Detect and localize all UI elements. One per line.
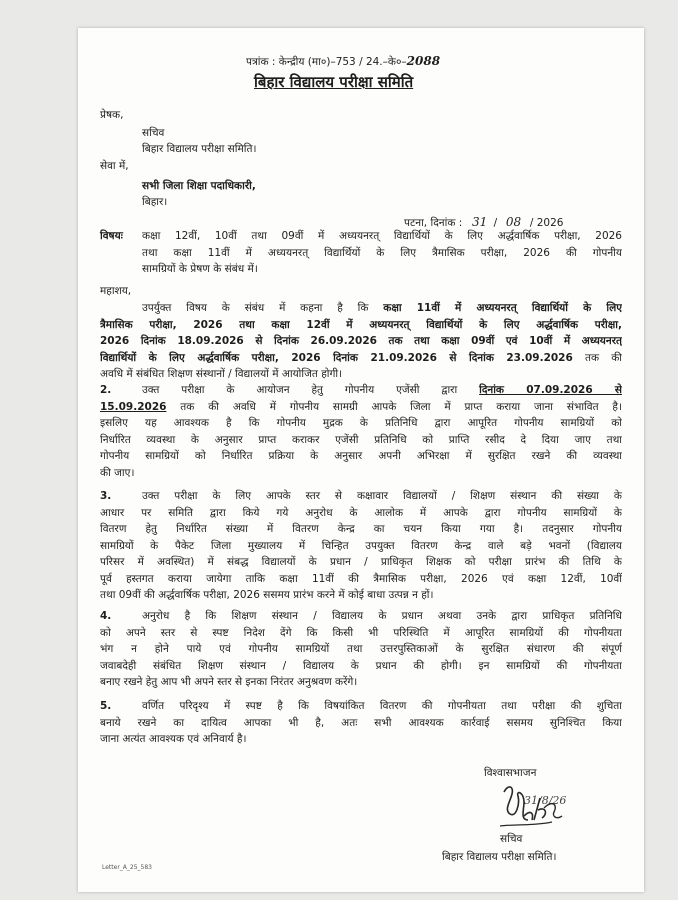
- salutation: महाशय,: [100, 285, 132, 297]
- signature-date: 31/8/26: [524, 794, 567, 807]
- letter-page: [78, 28, 644, 892]
- p2-text: उक्त परीक्षा के आयोजन हेतु गोपनीय एजेंसी द्वारा: [142, 384, 458, 396]
- paragraph-line: जाना अत्यंत आवश्यक एवं अनिवार्य है।: [100, 733, 247, 745]
- paragraph-line: सामग्रियों के पैकेट जिला मुख्यालय में चिन्हित उपयुक्त वितरण केन्द्र वाले बड़े भवनों (विद्यालय: [100, 539, 622, 552]
- signatory-office: बिहार विद्यालय परीक्षा समिति।: [442, 851, 557, 863]
- handwritten-signature-icon: [494, 780, 574, 840]
- paragraph-line: [100, 382, 622, 399]
- p2-date: दिनांक 07.09.2026 से: [479, 384, 622, 396]
- paragraph-line: की जाए।: [100, 466, 135, 479]
- reference-prefix: पत्रांक : केन्द्रीय (मा०)–753 / 24.–के०–: [246, 56, 407, 68]
- paragraph-line: वितरण हेतु निर्धारित संख्या में वितरण केन्द्र का चयन किया गया है। तदनुसार गोपनीय: [100, 523, 622, 535]
- subject-line: तथा कक्षा 11वीं में अध्ययनरत् विद्यार्थियों के लिए त्रैमासिक परीक्षा, 2026 की गोपनीय: [142, 246, 622, 259]
- p2-text: तक की अवधि में गोपनीय सामग्री आपके जिला में प्राप्त कराया जाना संभावित है।: [180, 400, 622, 413]
- p4-text: अनुरोध है कि शिक्षण संस्थान / विद्यालय के प्रधान अथवा उनके द्वारा प्राधिकृत प्रतिनिधि: [142, 610, 622, 622]
- paragraph-number: 3.: [100, 490, 112, 502]
- subject-line: कक्षा 12वीं, 10वीं तथा 09वीं में अध्ययनरत् विद्यार्थियों के लिए अर्द्धवार्षिक परीक्षा, 2026: [142, 230, 622, 242]
- date-day: 31: [471, 215, 488, 229]
- p1-bold: कक्षा 11वीं में अध्ययनरत् विद्यार्थियों के लिए: [383, 302, 622, 314]
- signatory-designation: सचिव: [500, 833, 523, 845]
- paragraph-line: आधार पर समिति द्वारा किये गये अनुरोध के आलोक में आपके द्वारा गोपनीय सामग्रियों के: [100, 506, 622, 519]
- paragraph-line: [100, 488, 622, 505]
- paragraph-line: निर्धारित व्यवस्था के अनुसार प्राप्त कराकर एजेंसी प्रतिनिधि को प्राप्ति रसीद दे दिया जाए तथा: [100, 433, 622, 446]
- paragraph-line: त्रैमासिक परीक्षा, 2026 तथा कक्षा 12वीं में अध्ययनरत् विद्यार्थियों के लिए अर्द्धवार्षिक परीक्षा,: [100, 318, 622, 331]
- paragraph-line: [100, 608, 622, 625]
- paragraph-line: [100, 350, 622, 367]
- p1-text: तक की: [585, 351, 622, 364]
- handwritten-reference-number: 2088: [406, 54, 441, 68]
- paragraph-line: को अपने स्तर से स्पष्ट निदेश देंगे कि किसी भी परिस्थिति में आपूरित सामग्रियों की गोपनीयता: [100, 626, 622, 639]
- sender-office: बिहार विद्यालय परीक्षा समिति।: [142, 143, 257, 155]
- paragraph-4: [100, 608, 622, 691]
- paragraph-line: गोपनीय सामग्रियों को निर्धारित प्रक्रिया के अनुसार अपनी अभिरक्षा में सुरक्षित रखने की व्यवस्था: [100, 450, 622, 462]
- sender-designation: सचिव: [142, 127, 165, 139]
- paragraph-line: अवधि में संबंधित शिक्षण संस्थानों / विद्यालयों में आयोजित होगी।: [100, 368, 343, 380]
- sender-label: प्रेषक,: [100, 109, 124, 121]
- paragraph-line: भंग न होने पाये एवं गोपनीय सामग्रियों तथा उत्तरपुस्तिकाओं के सुरक्षित संधारण की संपूर्ण: [100, 643, 622, 655]
- p2-date: 15.09.2026: [100, 400, 167, 413]
- issue-date: पटना, दिनांक : 31 / 08 / 2026: [404, 215, 564, 229]
- closing-text: विश्वासभाजन: [484, 767, 537, 779]
- date-prefix: पटना, दिनांक :: [404, 217, 463, 229]
- p1-text: उपर्युक्त विषय के संबंध में कहना है कि: [142, 302, 369, 314]
- paragraph-line: इसलिए यह आवश्यक है कि गोपनीय मुद्रक के प्रतिनिधि द्वारा आपूरित गोपनीय सामग्रियों को: [100, 417, 622, 429]
- paragraph-line: जवाबदेही संबंधित शिक्षण संस्थान / विद्यालय के प्रधान की होगी। इन सामग्रियों की गोपनीयता: [100, 659, 622, 672]
- subject-label: विषयः: [100, 230, 123, 242]
- subject-line: सामग्रियों के प्रेषण के संबंध में।: [142, 263, 258, 275]
- paragraph-3: [100, 488, 622, 604]
- paragraph-line: [100, 399, 622, 416]
- paragraph-line: 2026 दिनांक 18.09.2026 से दिनांक 26.09.2026 तक तथा कक्षा 09वीं एवं 10वीं में अध्ययनरत्: [100, 335, 622, 347]
- reference-number: [246, 54, 440, 69]
- paragraph-line: बनाए रखने हेतु आप भी अपने स्तर से इनका निरंतर अनुश्रवण करेंगे।: [100, 676, 358, 688]
- letterhead-title: बिहार विद्यालय परीक्षा समिति: [254, 73, 414, 91]
- document-footer-code: Letter_A_25_583: [102, 864, 152, 871]
- paragraph-line: परिसर में अवस्थित) में संबद्ध विद्यालयों के प्रधान / प्राधिकृत शिक्षक को परीक्षा प्रारंभ की तिथि के: [100, 556, 622, 568]
- paragraph-2: [100, 382, 622, 481]
- paragraph-line: बनाये रखने का दायित्व आपका भी है, अतः सभी आवश्यक कार्रवाई ससमय सुनिश्चित किया: [100, 716, 622, 729]
- paragraph-line: तथा 09वीं की अर्द्धवार्षिक परीक्षा, 2026 ससमय प्रारंभ करने में कोई बाधा उत्पन्न न हों।: [100, 589, 434, 601]
- paragraph-1: [100, 300, 622, 383]
- recipient-label: सेवा में,: [100, 160, 129, 172]
- paragraph-5: [100, 698, 622, 748]
- p3-text: उक्त परीक्षा के लिए आपके स्तर से कक्षावार विद्यालयों / शिक्षण संस्थान की संख्या के: [142, 490, 622, 502]
- p1-bold: विद्यार्थियों के लिए अर्द्धवार्षिक परीक्षा, 2026 दिनांक 21.09.2026 से दिनांक 23.09.2026: [100, 351, 573, 364]
- paragraph-line: [100, 698, 622, 715]
- signature-image: [494, 780, 574, 840]
- p5-text: वर्णित परिदृश्य में स्पष्ट है कि विषयांकित वितरण की गोपनीयता तथा परीक्षा की शुचिता: [142, 700, 622, 712]
- subject-text: [142, 228, 622, 278]
- paragraph-number: 4.: [100, 610, 112, 622]
- paragraph-line: [100, 300, 622, 317]
- recipient-name: सभी जिला शिक्षा पदाधिकारी,: [142, 180, 256, 192]
- recipient-place: बिहार।: [142, 196, 168, 208]
- date-month: 08: [505, 215, 522, 229]
- paragraph-line: पूर्व हस्तगत कराया जायेगा ताकि कक्षा 11वीं की त्रैमासिक परीक्षा, 2026 एवं कक्षा 12वीं, 10वीं: [100, 572, 622, 585]
- date-year: / 2026: [529, 217, 564, 229]
- paragraph-number: 2.: [100, 384, 112, 396]
- paragraph-number: 5.: [100, 700, 112, 712]
